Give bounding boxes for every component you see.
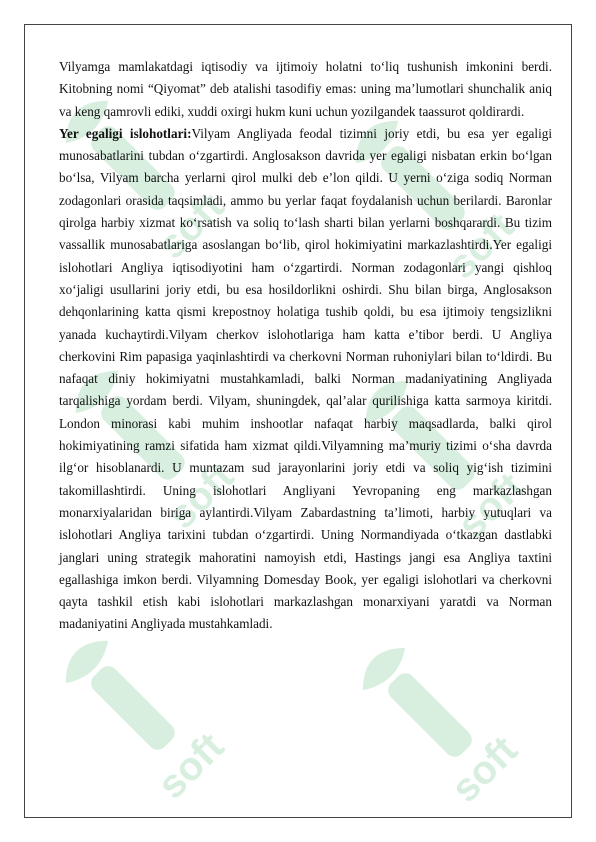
watermark-text: soft (449, 464, 533, 548)
watermark-text: soft (442, 727, 526, 811)
watermark-text: soft (159, 454, 243, 538)
section-body: Vilyam Angliyada feodal tizimni joriy etdi, bu esa yer egaligi munosabatlarini tubdan o‘zgartirdi. Anglosakson davrida yer egaligi nisbatan erkin bo‘lgan bo‘lsa, Vilyam barcha yerlarni qirol mulki deb e’lon qildi. U yerni o‘ziga sodiq Norman zodagonlari orasida taqsimladi, ammo bu yerlar faqat foydalanish uchun berilardi. Baronlar qirolga harbiy xizmat ko‘rsatish va soliq to‘lash sharti bilan yerlarni boshqarardi. Bu tizim vassallik munosabatlariga asoslangan bo‘lib, qirol hokimiyatini markazlashtirdi.Yer egaligi islohotlari Angliya iqtisodiyotini ham o‘zgartirdi. Norman zodagonlari yangi qishloq xo‘jaligi usullarini joriy etdi, bu esa hosildorlikni oshirdi. Shu bilan birga, Anglosakson dehqonlarining katta qismi krepostnoy holatiga tushib qoldi, bu esa ijtimoiy tengsizlikni yanada kuchaytirdi.Vilyam cherkov islohotlariga ham katta e’tibor berdi. U Angliya cherkovini Rim papasiga yaqinlashtirdi va cherkovni Norman ruhoniylari bilan to‘ldirdi. Bu nafaqat diniy hokimiyatni mustahkamladi, balki Norman madaniyatining Angliyada tarqalishiga yordam berdi. Vilyam, shuningdek, qal’alar qurilishiga katta sarmoya kiritdi. London minorasi kabi muhim inshootlar nafaqat harbiy maqsadlarda, balki qirol hokimiyatining ramzi sifatida ham xizmat qildi.Vilyamning ma’muriy tizimi o‘sha davrda ilg‘or hisoblanardi. U muntazam sud jarayonlarini joriy etdi va soliq yig‘ish tizimini takomillashtirdi. Uning islohotlari Angliyani Yevropaning eng markazlashgan monarxiyalaridan biriga aylantirdi.Vilyam Zabardastning ta’limoti, harbiy yutuqlari va islohotlari Angliya tarixini tubdan o‘zgartirdi. Uning Normandiyada o‘tkazgan dastlabki janglari uning strategik mahoratini namoyish etdi, Hastings jangi esa Angliya taxtini egallashiga imkon berdi. Vilyamning Domesday Book, yer egaligi islohotlari va cherkovni qayta tashkil etish kabi islohotlari markazlashgan monarxiyani yaratdi va Norman madaniyatini Angliyada mustahkamladi. (59, 125, 552, 632)
watermark-text: soft (149, 184, 233, 268)
watermark-text: soft (149, 724, 233, 808)
paragraph-land-reforms (59, 123, 552, 636)
paragraph-intro: Vilyamga mamlakatdagi iqtisodiy va ijtimoiy holatni to‘liq tushunish imkonini berdi. Kitobning nomi “Qiyomat” deb atalishi tasodifiy emas: uning ma’lumotlari shunchalik aniq va keng qamrovli ediki, xuddi oxirgi hukm kuni uchun yozilgandek taassurot qoldirardi. (59, 59, 552, 119)
section-heading: Yer egaligi islohotlari: (59, 125, 192, 141)
watermark-text: soft (439, 204, 523, 288)
document-body (59, 56, 552, 636)
